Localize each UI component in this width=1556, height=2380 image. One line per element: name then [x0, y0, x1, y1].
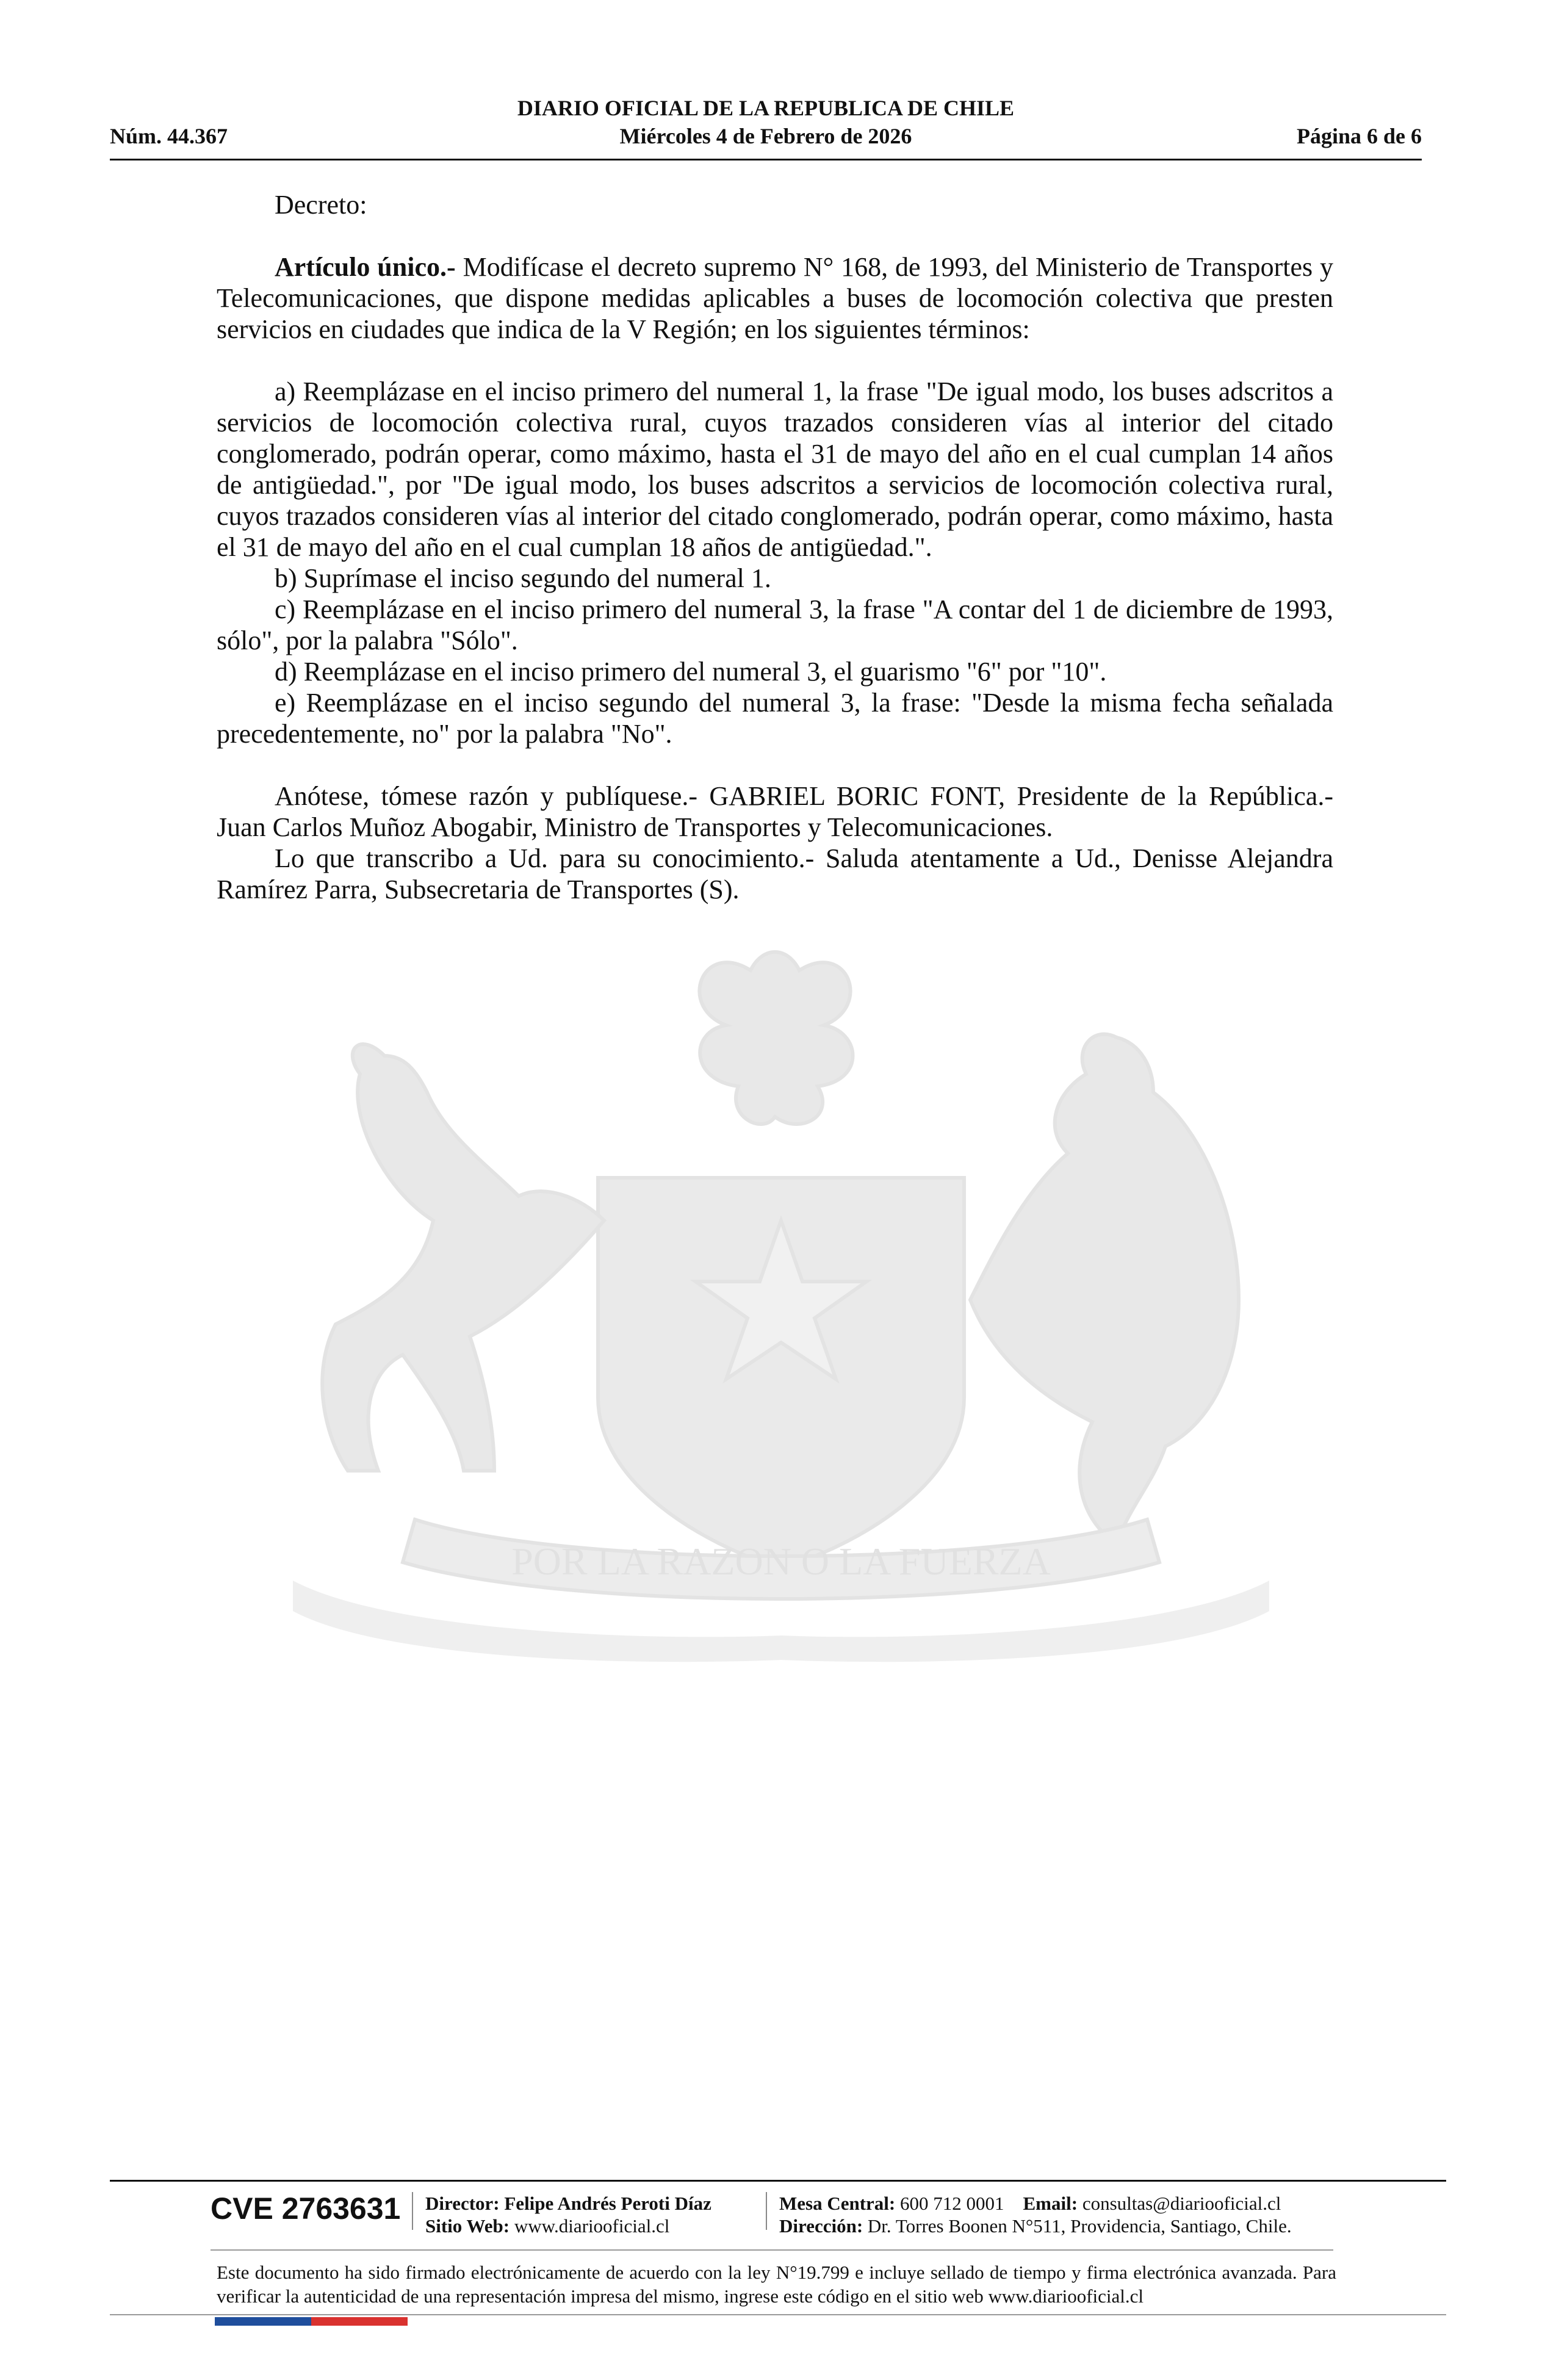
mesa-phone: 600 712 0001	[900, 2193, 1004, 2214]
item-d: d) Reemplázase en el inciso primero del numeral 3, el guarismo "6" por "10".	[275, 657, 1107, 687]
legal-notice: Este documento ha sido firmado electrónicamente de acuerdo con la ley N°19.799 e incluye sellado de tiempo y firma electrónica avanzada. Para verificar la autenticidad de una representación impresa del mismo, ingrese este código en el sitio web www.diariooficial.cl	[217, 2262, 1336, 2307]
footer-separator	[766, 2192, 767, 2230]
footer-separator	[412, 2192, 413, 2230]
director-name: Felipe Andrés Peroti Díaz	[504, 2193, 711, 2214]
item-a: a) Reemplázase en el inciso primero del numeral 1, la frase "De igual modo, los buses adscritos a servicios de locomoción colectiva rural, cuyos trazados consideren vías al interior del citado conglomerado, podrán operar, como máximo, hasta el 31 de mayo del año en el cual cumplan 14 años de antigüedad.", por "De igual modo, los buses adscritos a servicios de locomoción colectiva rural, cuyos trazados consideren vías al interior del citado conglomerado, podrán operar, como máximo, hasta el 31 de mayo del año en el cual cumplan 18 años de antigüedad.".	[217, 377, 1333, 562]
footer-contact-block	[779, 2192, 1292, 2237]
motto-text: POR LA RAZON O LA FUERZA	[511, 1540, 1051, 1583]
footer-inner-divider	[211, 2249, 1333, 2251]
address-text: Dr. Torres Boonen N°511, Providencia, Santiago, Chile.	[867, 2215, 1292, 2237]
footer-bottom-divider	[110, 2314, 1446, 2315]
footer-divider	[110, 2180, 1446, 2182]
closing-paragraph: Anótese, tómese razón y publíquese.- GABRIEL BORIC FONT, Presidente de la República.- Juan Carlos Muñoz Abogabir, Ministro de Transportes y Telecomunicaciones.	[217, 781, 1333, 842]
document-body	[217, 189, 1333, 905]
website-label: Sitio Web:	[425, 2215, 510, 2237]
email-link[interactable]: consultas@diariooficial.cl	[1082, 2193, 1281, 2214]
director-label: Director:	[425, 2193, 500, 2214]
flag-stripe-blue	[215, 2317, 311, 2326]
email-label: Email:	[1023, 2193, 1078, 2214]
page-header	[110, 92, 1422, 160]
website-link[interactable]: www.diariooficial.cl	[514, 2215, 670, 2237]
item-b: b) Suprímase el inciso segundo del numeral 1.	[275, 563, 771, 593]
issue-date: Miércoles 4 de Febrero de 2026	[619, 124, 912, 148]
transcription-paragraph: Lo que transcribo a Ud. para su conocimiento.- Saluda atentamente a Ud., Denisse Alejandra Ramírez Parra, Subsecretaria de Transportes (S).	[217, 843, 1333, 904]
coat-of-arms-icon	[201, 934, 1349, 1666]
item-e: e) Reemplázase en el inciso segundo del numeral 3, la frase: "Desde la misma fecha señalada precedentemente, no" por la palabra "No".	[217, 688, 1333, 749]
decree-label: Decreto:	[275, 190, 367, 220]
article-text: Modifícase el decreto supremo N° 168, de 1993, del Ministerio de Transportes y Telecomunicaciones, que dispone medidas aplicables a buses de locomoción colectiva que presten servicios en ciudades que indica de la V Región; en los siguientes términos:	[217, 252, 1334, 344]
footer-director-block	[425, 2192, 711, 2237]
flag-stripe-red	[311, 2317, 408, 2326]
mesa-label: Mesa Central:	[779, 2193, 896, 2214]
article-paragraph	[217, 251, 1333, 345]
cve-code: CVE 2763631	[211, 2191, 401, 2226]
issue-number: Núm. 44.367	[110, 124, 228, 148]
gazette-title: DIARIO OFICIAL DE LA REPUBLICA DE CHILE	[517, 96, 1015, 120]
page-number: Página 6 de 6	[1296, 124, 1422, 148]
address-label: Dirección:	[779, 2215, 863, 2237]
item-c: c) Reemplázase en el inciso primero del numeral 3, la frase "A contar del 1 de diciembre de 1993, sólo", por la palabra "Sólo".	[217, 594, 1333, 655]
article-title: Artículo único.-	[275, 252, 456, 282]
